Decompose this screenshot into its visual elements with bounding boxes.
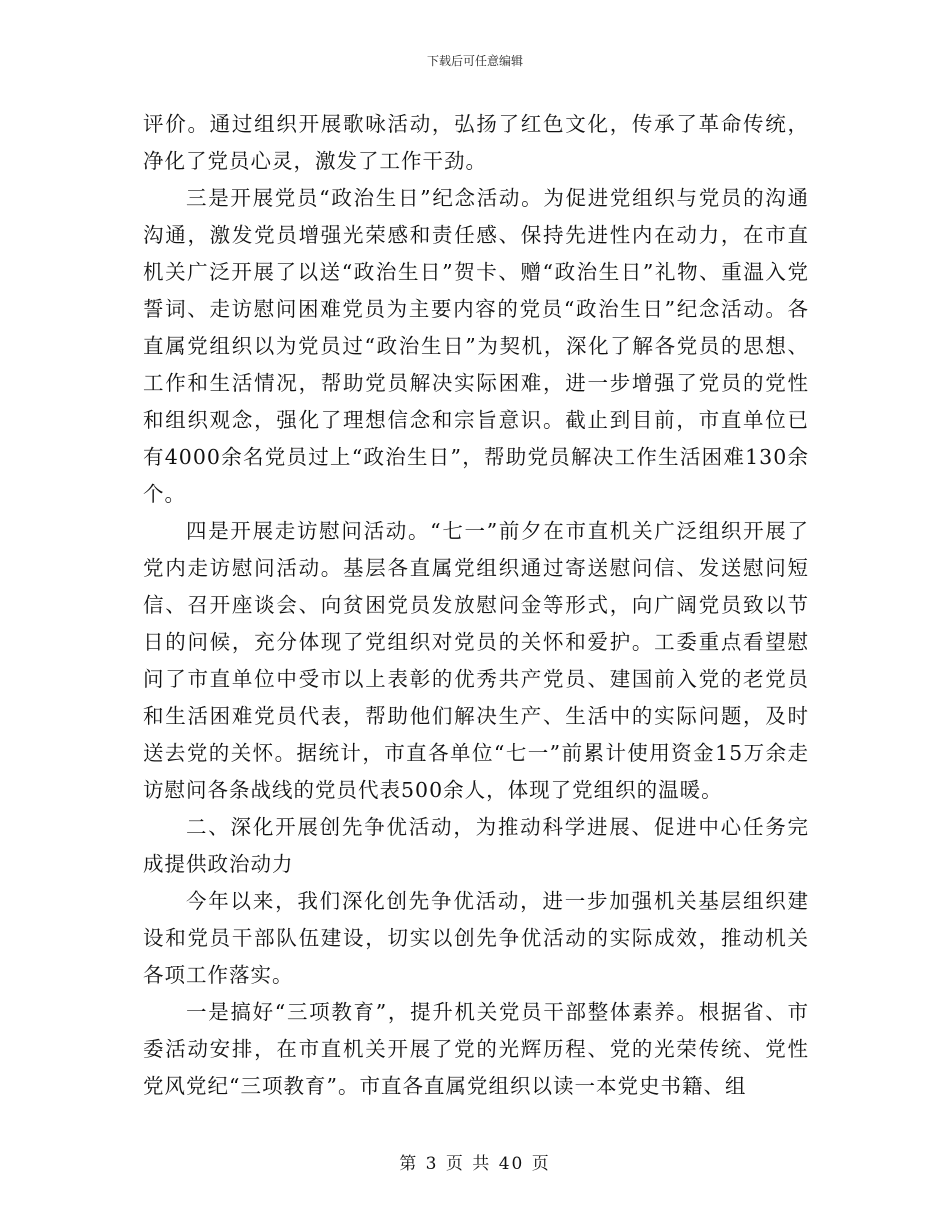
paragraph: 今年以来，我们深化创先争优活动，进一步加强机关基层组织建设和党员干部队伍建设，切实以创先争优活动的实际成效，推动机关各项工作落实。 [143, 889, 809, 987]
paragraph: 评价。通过组织开展歌咏活动，弘扬了红色文化，传承了革命传统，净化了党员心灵，激发了工作干劲。 [143, 112, 809, 173]
page-number: 第 3 页 共 40 页 [399, 1154, 551, 1174]
paragraph: 四是开展走访慰问活动。“七一”前夕在市直机关广泛组织开展了党内走访慰问活动。基层各直属党组织通过寄送慰问信、发送慰问短信、召开座谈会、向贫困党员发放慰问金等形式，向广阔党员致以节日的问候，充分体现了党组织对党员的关怀和爱护。工委重点看望慰问了市直单位中受市以上表彰的优秀共产党员、建国前入党的老党员和生活困难党员代表，帮助他们解决生产、生活中的实际问题，及时送去党的关怀。据统计，市直各单位“七一”前累计使用资金15万余走访慰问各条战线的党员代表500余人，体现了党组织的温暖。 [143, 519, 809, 802]
section-heading: 二、深化开展创先争优活动，为推动科学进展、促进中心任务完成提供政治动力 [143, 815, 809, 876]
paragraph: 三是开展党员“政治生日”纪念活动。为促进党组织与党员的沟通沟通，激发党员增强光荣感和责任感、保持先进性内在动力，在市直机关广泛开展了以送“政治生日”贺卡、赠“政治生日”礼物、重温入党誓词、走访慰问困难党员为主要内容的党员“政治生日”纪念活动。各直属党组织以为党员过“政治生日”为契机，深化了解各党员的思想、工作和生活情况，帮助党员解决实际困难，进一步增强了党员的党性和组织观念，强化了理想信念和宗旨意识。截止到目前，市直单位已有4000余名党员过上“政治生日”，帮助党员解决工作生活困难130余个。 [143, 186, 809, 506]
document-body [143, 106, 809, 1105]
paragraph: 一是搞好“三项教育”，提升机关党员干部整体素养。根据省、市委活动安排，在市直机关开展了党的光辉历程、党的光荣传统、党性党风党纪“三项教育”。市直各直属党组织以读一本党史书籍、组 [143, 1000, 809, 1098]
page-header: 下载后可任意编辑 [426, 54, 523, 68]
